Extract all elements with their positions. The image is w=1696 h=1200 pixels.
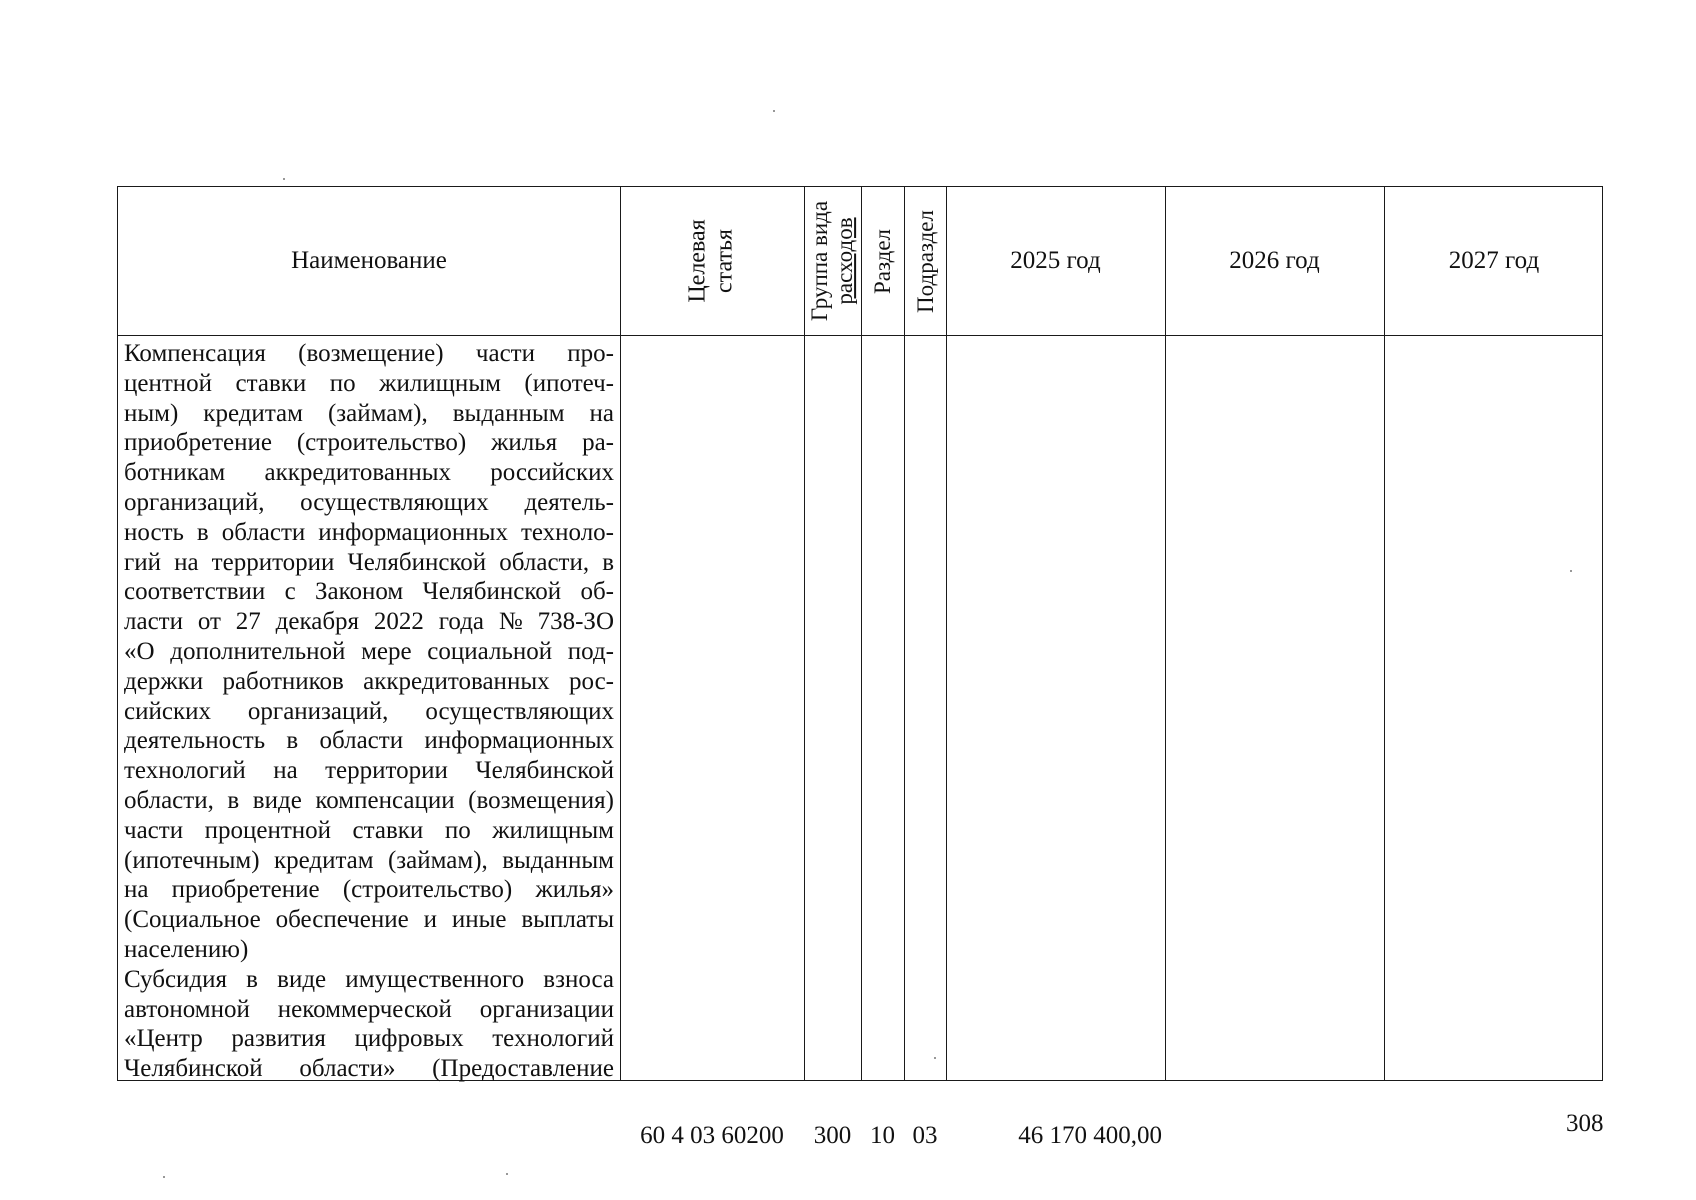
page-number: 308 — [1566, 1110, 1604, 1137]
description-line: (ипотечным) кредитам (займам), выданным — [124, 846, 614, 874]
description-line: Субсидия в виде имущественного взноса — [124, 965, 614, 993]
scan-speck — [1570, 570, 1572, 572]
header-section — [861, 187, 904, 335]
cell-expense-group: 300 — [813, 1122, 852, 1149]
description-line: «Центр развития цифровых технологий — [124, 1025, 614, 1053]
cell-target-article: 60 4 03 60200 — [640, 1122, 784, 1149]
description-line: (Социальное обеспечение и иные выплаты — [124, 906, 614, 934]
description-line: области, в виде компенсации (возмещения) — [124, 786, 614, 814]
description-line: ность в области информационных техноло- — [124, 518, 614, 546]
header-subsection-text: Подраздел — [912, 209, 938, 313]
header-year-2027: 2027 год — [1448, 247, 1540, 274]
description-line: деятельность в области информационных — [124, 727, 614, 755]
description-line: Компенсация (возмещение) части про- — [124, 340, 614, 367]
description-line: держки работников аккредитованных рос- — [124, 667, 614, 695]
header-section-text: Раздел — [870, 228, 895, 294]
header-target-article-line2: статья — [711, 229, 738, 293]
header-year-2025: 2025 год — [1010, 247, 1101, 274]
header-target-article-line1: Целевая — [684, 219, 711, 303]
cell-year-2025: 46 170 400,00 — [1018, 1122, 1162, 1149]
description-line: Челябинской области» (Предоставление — [124, 1055, 614, 1083]
cell-section: 10 — [870, 1122, 895, 1149]
scan-speck — [773, 110, 775, 112]
scan-speck — [934, 1057, 936, 1059]
description-line: организаций, осуществляющих деятель- — [124, 488, 614, 516]
description-line: приобретение (строительство) жилья ра- — [124, 429, 614, 457]
description-line: на приобретение (строительство) жилья» — [124, 876, 614, 904]
description-line: населению) — [124, 935, 249, 963]
description-line: соответствии с Законом Челябинской об- — [124, 578, 614, 606]
header-target-article — [620, 187, 804, 335]
description-line: автономной некоммерческой организации — [124, 995, 614, 1023]
scan-speck — [506, 1173, 508, 1175]
scan-speck — [283, 178, 285, 180]
description-line: «О дополнительной мере социальной под- — [124, 637, 614, 665]
description-line: ласти от 27 декабря 2022 года № 738-ЗО — [124, 608, 614, 636]
description-line: технологий на территории Челябинской — [124, 757, 614, 785]
description-line: ботникам аккредитованных российских — [124, 459, 614, 487]
header-divider — [118, 335, 1602, 336]
header-expense-group-line1: Группа вида — [807, 200, 833, 322]
description-line: гий на территории Челябинской области, в — [124, 548, 614, 576]
scan-speck — [163, 1176, 165, 1178]
header-expense-group-line2: расходов — [832, 217, 858, 305]
description-line: сийских организаций, осуществляющих — [124, 697, 614, 725]
description-line: ным) кредитам (займам), выданным на — [124, 399, 614, 427]
header-year-2026: 2026 год — [1229, 247, 1320, 274]
description-line: центной ставки по жилищным (ипотеч- — [124, 369, 614, 397]
row-description — [124, 339, 614, 1084]
header-name: Наименование — [291, 247, 447, 274]
description-line: части процентной ставки по жилищным — [124, 816, 614, 844]
header-expense-group — [804, 187, 861, 335]
header-subsection — [904, 187, 946, 335]
cell-subsection: 03 — [912, 1122, 938, 1149]
